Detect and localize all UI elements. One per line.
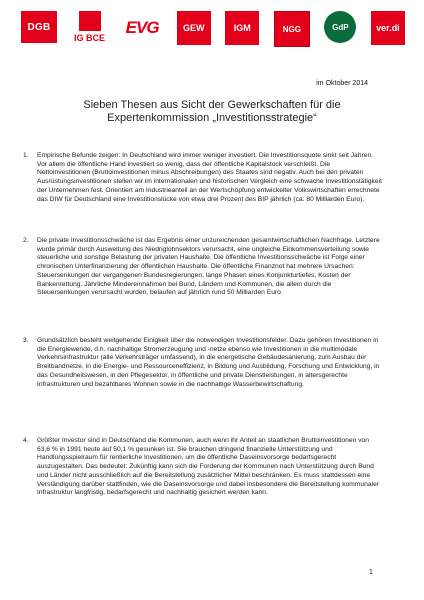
ngg-logo: NGG xyxy=(274,11,310,47)
gew-logo: GEW xyxy=(177,11,211,45)
title-line-2: Expertenkommission „Investitionsstrategie“ xyxy=(107,112,317,124)
document-date: im Oktober 2014 xyxy=(316,80,368,87)
thesis-text: Empirische Befunde zeigen: In Deutschland wird immer weniger investiert. Die Investitionsquote sinkt seit Jahren. Vor allem die öffentliche Hand investiert so wenig, dass der öffentliche Kapitalstock verschleißt. Die Nettoinvestitionen (Bruttoinvestitionen minus Abschreibungen) des Staates sind negativ. Auch bei den privaten Ausrüstungsinvestitionen stellen wir im internationalen und historischen Vergleich eine schwache Investitionstätigkeit der Unternehmen fest. Orientiert am Industrieanteil an der Wertschöpfung entwickelter Volkswirtschaften errechnete das DIW für Deutschland eine Investitionslücke von etwa drei Prozent des BIP jährlich (ca. 80 Milliarden Euro). xyxy=(37,152,382,203)
verdi-logo: ver.di xyxy=(371,11,405,45)
dgb-logo: DGB xyxy=(21,11,57,43)
thesis-number: 1. xyxy=(23,152,29,159)
union-logos-bar xyxy=(21,11,405,55)
thesis-number: 3. xyxy=(23,337,29,344)
thesis-1 xyxy=(23,152,383,204)
title-line-1: Sieben Thesen aus Sicht der Gewerkschaften für die xyxy=(83,99,341,111)
thesis-4 xyxy=(23,437,383,498)
bce-logo: IG BCE xyxy=(72,11,108,51)
bce-mark-icon xyxy=(79,11,101,31)
thesis-text: Grundsätzlich besteht weitgehende Einigkeit über die notwendigen Investitionsfelder. Dazu gehören Investitionen in die Energiewende, d.h. nachhaltige Stromerzeugung und -netze ebenso wie Investitionen in die multimodale Verkehrsinfrastruktur (alle Verkehrsträger umfassend), in die energetische Gebäudesanierung, zum Ausbau der Breitbandnetze, in die Energie- und Ressourceneffizienz, in Bildung und Ausbildung, Forschung und Entwicklung, in das Gesundheitswesen, in den Pflegesektor, in öffentliche und private Dienstleistungen, in altersgerechte Infrastrukturen und bezahlbares Wohnen sowie in die nachhaltige Wasserbewirtschaftung. xyxy=(37,337,380,388)
thesis-3 xyxy=(23,337,383,389)
page-number: 1 xyxy=(369,569,373,576)
gdp-logo: GdP xyxy=(324,11,356,43)
thesis-number: 4. xyxy=(23,437,29,444)
document-title xyxy=(70,99,354,125)
thesis-text: Größter Investor sind in Deutschland die Kommunen, auch wenn ihr Anteil an staatlichen Bruttoinvestitionen von 63,6 % in 1991 heute auf 50,1 % gesunken ist. Sie brauchen dringend finanzielle Unterstützung und Handlungsspielraum für rentierliche Investitionen, um die öffentliche Daseinsvorsorge bedarfsgerecht auszugestalten. Das bedeutet: Zukünftig kann sich die Forderung der Kommunen nach Unterstützung durch Bund und Länder nicht ausschließlich auf die Bereitstellung zusätzlicher Mittel beschränken. Es muss stattdessen eine Verständigung darüber stattfinden, wie die Daseinsvorsorge und dabei insbesondere die Bereitstellung kommunaler Infrastruktur langfristig, bedarfsgerecht und nachhaltig gesichert werden kann. xyxy=(37,437,380,497)
thesis-text: Die private Investitionsschwäche ist das Ergebnis einer unzureichenden gesamtwirtschaftlichen Nachfrage. Letztere wurde primär durch Ausweitung des Niedriglohnsektors verursacht, eine ungleiche Einkommensverteilung sowie steuerliche und sonstige Belastung der privaten Haushalte. Die öffentliche Investitionsschwäche ist Folge einer chronischen Unterfinanzierung der öffentlichen Haushalte. Die öffentliche Finanznot hat mehrere Ursachen: Steuersenkungen der vergangenen Bundesregierungen, lange Phasen eines Konjunkturtiefes, Kosten der Bankenrettung. Jährliche Mindereinnahmen bei Bund, Ländern und Kommunen, die allein durch die Steuersenkungen verursacht wurden, belaufen auf jährlich rund 50 Milliarden Euro. xyxy=(37,237,380,297)
thesis-number: 2. xyxy=(23,237,29,244)
igm-logo: IGM xyxy=(225,11,259,45)
thesis-2 xyxy=(23,237,383,298)
evg-logo: EVG xyxy=(125,18,159,37)
